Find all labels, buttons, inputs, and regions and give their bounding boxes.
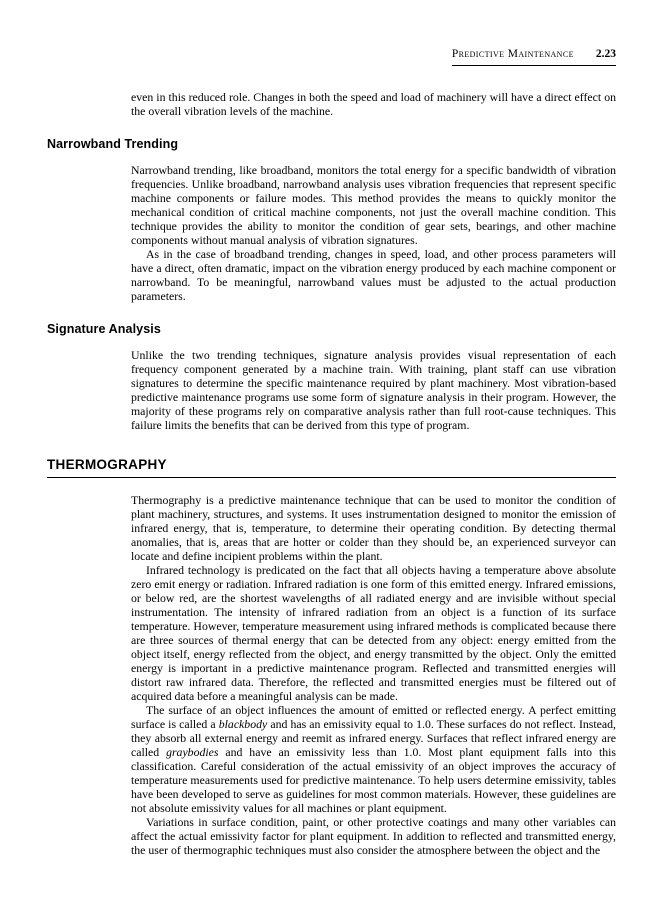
paragraph: Thermography is a predictive maintenance technique that can be used to monitor the condition of plant machinery, structures, and systems. It uses instrumentation designed to monitor the emission of infrared energy, that is, temperature, to determine their operating condition. By detecting thermal anomalies, that is, areas that are hotter or colder than they should be, an experienced surveyor can locate and define incipient problems within the plant.	[131, 493, 616, 563]
paragraph: Infrared technology is predicated on the fact that all objects having a temperature above absolute zero emit energy or radiation. Infrared radiation is one form of this emitted energy. Infrared emissions, or below red, are the shortest wavelengths of all radiated energy and are invisible without special instrumentation. The intensity of infrared radiation from an object is a function of its surface temperature. However, temperature measurement using infrared methods is complicated because there are three sources of thermal energy that can be detected from any object: energy emitted from the object itself, energy reflected from the object, and energy transmitted by the object. Only the emitted energy is important in a predictive maintenance program. Reflected and transmitted energies will distort raw infrared data. Therefore, the reflected and transmitted energies must be filtered out of acquired data before a meaningful analysis can be made.	[131, 563, 616, 703]
paragraph: Unlike the two trending techniques, signature analysis provides visual representation of each frequency component generated by a machine train. With training, plant staff can use vibration signatures to determine the specific maintenance required by plant machinery. Most vibration-based predictive maintenance programs use some form of signature analysis in their program. However, the majority of these programs rely on comparative analysis rather than full root-cause techniques. This failure limits the benefits that can be derived from this type of program.	[131, 348, 616, 432]
paragraph-segment: and have an emissivity less than 1.0. Most plant equipment falls into this classification. Careful consideration of the actual emissivity of an object improves the accuracy of temperature measurements used for predictive maintenance. To help users determine emissivity, tables have been developed to serve as guidelines for most common materials. However, these guidelines are not absolute emissivity values for all machines or plant equipment.	[131, 745, 616, 815]
signature-section	[131, 348, 616, 432]
paragraph-segment: and has an emissivity equal to 1.0. These surfaces do not reflect. Instead, they absorb all external energy and reemit as infrared energy. Surfaces that reflect infrared energy are called	[131, 717, 616, 759]
section-heading-narrowband-trending: Narrowband Trending	[47, 137, 179, 151]
paragraph-continuation: even in this reduced role. Changes in both the speed and load of machinery will have a direct effect on the overall vibration levels of the machine.	[131, 90, 616, 118]
thermography-section	[131, 493, 616, 857]
italic-term-graybodies: graybodies	[166, 745, 219, 759]
paragraph: Variations in surface condition, paint, or other protective coatings and many other variables can affect the actual emissivity factor for plant equipment. In addition to reflected and transmitted energy, the user of thermographic techniques must also consider the atmosphere between the object and the	[131, 815, 616, 857]
header-rule	[452, 44, 616, 66]
page-number: 2.23	[595, 48, 616, 60]
paragraph: Narrowband trending, like broadband, monitors the total energy for a specific bandwidth of vibration frequencies. Unlike broadband, narrowband analysis uses vibration frequencies that represent specific machine components or failure modes. This method provides the means to quickly monitor the mechanical condition of critical machine components, not just the overall machine condition. This technique provides the ability to monitor the condition of gear sets, bearings, and other machine components without manual analysis of vibration signatures.	[131, 163, 616, 247]
body-text	[47, 90, 616, 857]
paragraph: As in the case of broadband trending, changes in speed, load, and other process parameters will have a direct, often dramatic, impact on the vibration energy produced by each machine component or narrowband. To be meaningful, narrowband values must be adjusted to the actual production parameters.	[131, 247, 616, 303]
italic-term-blackbody: blackbody	[218, 717, 268, 731]
page-header	[47, 44, 616, 66]
intro-continuation-block	[131, 90, 616, 118]
paragraph	[131, 703, 616, 815]
section-heading-thermography: THERMOGRAPHY	[47, 457, 616, 478]
narrowband-section	[131, 163, 616, 303]
section-heading-signature-analysis: Signature Analysis	[47, 322, 161, 336]
running-title: Predictive Maintenance	[451, 48, 574, 60]
paragraph-segment: The surface of an object influences the amount of emitted or reflected energy. A perfect emitting surface is called a	[131, 703, 616, 731]
